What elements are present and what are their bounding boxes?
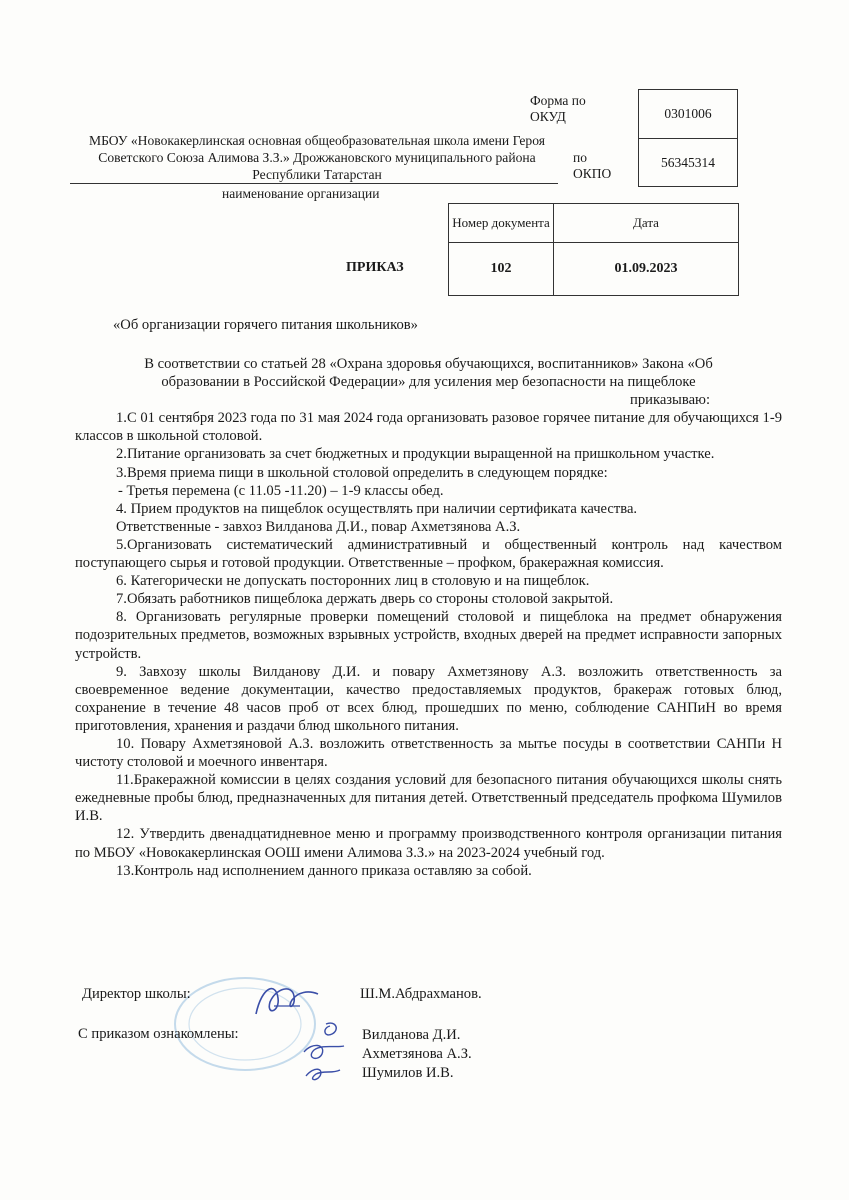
ack-name: Вилданова Д.И. (362, 1027, 461, 1043)
organization-name: МБОУ «Новокакерлинская основная общеобразовательная школа имени Героя Советского Союза Алимова З.З.» Дрожжановского муниципального района Республики Татарстан (88, 133, 546, 182)
acknowledged-names (362, 1026, 472, 1083)
ack-name: Шумилов И.В. (362, 1065, 454, 1081)
okud-code: 0301006 (664, 106, 712, 121)
date-header: Дата (633, 215, 659, 230)
order-item-3: 3.Время приема пищи в школьной столовой определить в следующем порядке: (116, 464, 608, 481)
order-item-12: 12. Утвердить двенадцатидневное меню и программу производственного контроля организации питания по МБОУ «Новокакерлинская ООШ имени Алимова З.З.» на 2023-2024 учебный год. (75, 826, 782, 861)
document-type: ПРИКАЗ (346, 260, 404, 275)
ack-name: Ахметзянова А.З. (362, 1046, 472, 1062)
organization-caption: наименование организации (222, 186, 380, 201)
order-item-7: 7.Обязать работников пищеблока держать дверь со стороны столовой закрытой. (116, 591, 614, 608)
order-item-11: 11.Бракеражной комиссии в целях создания условий для безопасного питания обучающихся школы снять ежедневные пробы блюд, предназначенных для питания детей. Ответственный председатель профкома Шумилов И.В. (75, 772, 782, 825)
order-item-1: 1.С 01 сентября 2023 года по 31 мая 2024 года организовать разовое горячее питание для обучающихся 1-9 классов в школьной столовой. (75, 410, 782, 445)
order-item-4-responsible: Ответственные - завхоз Вилданова Д.И., повар Ахметзянова А.З. (116, 518, 521, 535)
number-header: Номер документа (449, 204, 554, 242)
okpo-label: по ОКПО (573, 150, 612, 181)
document-title: «Об организации горячего питания школьников» (113, 317, 418, 333)
director-name: Ш.М.Абдрахманов. (360, 986, 482, 1002)
order-item-9: 9. Завхозу школы Вилданову Д.И. и повару Ахметзянову А.З. возложить ответственность за своевременное ведение документации, качество предоставляемых продуктов, бракераж готовых блюд, сохранение в течение 48 часов проб от всех блюд, прошедших по меню, соблюдение САНПиН во время приготовления, хранения и раздачи блюд школьного питания. (75, 663, 782, 734)
preamble: В соответствии со статьей 28 «Охрана здоровья обучающихся, воспитанников» Закона «Об образовании в Российской Федерации» для усиления мер безопасности на пищеблоке (144, 356, 713, 391)
acknowledged-label: С приказом ознакомлены: (78, 1026, 239, 1042)
okpo-code: 56345314 (639, 138, 737, 187)
order-item-6: 6. Категорически не допускать посторонних лиц в столовую и на пищеблок. (116, 573, 590, 590)
ack-signatures-icon (296, 1018, 356, 1088)
organization-underline (70, 183, 558, 184)
order-item-5: 5.Организовать систематический административный и общественный контроль над качеством поступающего сырья и готовой продукции. Ответственные – профком, бракеражная комиссия. (75, 536, 782, 572)
codes-box (638, 89, 738, 187)
order-item-3-sub: - Третья перемена (с 11.05 -11.20) – 1-9 классы обед. (118, 482, 444, 499)
order-item-2: 2.Питание организовать за счет бюджетных и продукции выращенной на пришкольном участке. (116, 446, 715, 463)
okud-label: Форма по ОКУД (530, 93, 586, 124)
order-number: 102 (449, 242, 554, 295)
order-number-date-table (448, 203, 739, 296)
order-item-8: 8. Организовать регулярные проверки помещений столовой и пищеблока на предмет обнаружения подозрительных предметов, возможных взрывных устройств, входных дверей на предмет исправности запорных устройств. (75, 609, 782, 662)
order-item-10: 10. Повару Ахметзяновой А.З. возложить ответственность за мытье посуды в соответствии САНПи Н чистоту столовой и моечного инвентаря. (75, 735, 782, 771)
document-body (75, 355, 782, 880)
order-word: приказываю: (630, 392, 710, 409)
order-item-13: 13.Контроль над исполнением данного приказа оставляю за собой. (116, 862, 532, 879)
director-label: Директор школы: (82, 986, 191, 1002)
order-date: 01.09.2023 (554, 242, 738, 295)
order-item-4: 4. Прием продуктов на пищеблок осуществлять при наличии сертификата качества. (116, 500, 638, 517)
